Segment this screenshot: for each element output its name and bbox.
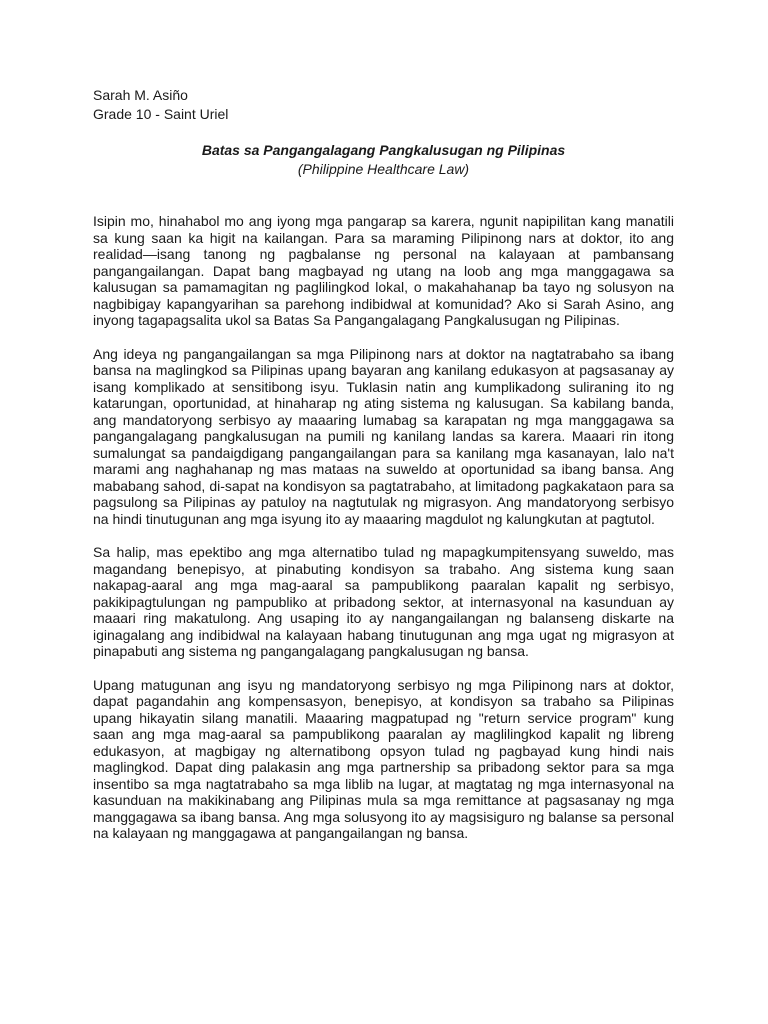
paragraph-1: Isipin mo, hinahabol mo ang iyong mga pangarap sa karera, ngunit napipilitan kang manatili sa kung saan ka higit na kailangan. Para sa maraming Pilipinong nars at doktor, ito ang realidad—isang tanong ng pagbalanse ng personal na kalayaan at pambansang pangangailangan. Dapat bang magbayad ng utang na loob ang mga manggagawa sa kalusugan sa pamamagitan ng paglilingkod lokal, o makahahanap ba tayo ng solusyon na nagbibigay kapangyarihan sa parehong indibidwal at komunidad? Ako si Sarah Asino, ang inyong tagapagsalita ukol sa Batas Sa Pangangalagang Pangkalusugan ng Pilipinas. <box>93 213 674 328</box>
body-text <box>93 213 674 842</box>
document-page <box>93 86 674 859</box>
title-block <box>93 141 674 179</box>
paragraph-3: Sa halip, mas epektibo ang mga alternatibo tulad ng mapagkumpitensyang suweldo, mas magandang benepisyo, at pinabuting kondisyon sa trabaho. Ang sistema kung saan nakapag-aaral ang mga mag-aaral sa pampublikong paaralan kapalit ng serbisyo, pakikipagtulungan ng pampubliko at pribadong sektor, at internasyonal na kasunduan ay maaari ring makatulong. Ang usaping ito ay nangangailangan ng balanseng diskarte na iginagalang ang indibidwal na kalayaan habang tinutugunan ang mga ugat ng migrasyon at pinapabuti ang sistema ng pangangalagang pangkalusugan ng bansa. <box>93 544 674 659</box>
grade-section: Grade 10 - Saint Uriel <box>93 106 229 122</box>
paragraph-4: Upang matugunan ang isyu ng mandatoryong serbisyo ng mga Pilipinong nars at doktor, dapat pagandahin ang kompensasyon, benepisyo, at kondisyon sa trabaho sa Pilipinas upang hikayatin silang manatili. Maaaring magpatupad ng "return service program" kung saan ang mga mag-aaral sa pampublikong paaralan ay maglilingkod kapalit ng libreng edukasyon, at magbigay ng alternatibong opsyon tulad ng pagbayad kung hindi nais maglingkod. Dapat ding palakasin ang mga partnership sa pribadong sektor para sa mga insentibo sa mga nagtatrabaho sa mga liblib na lugar, at magtatag ng mga internasyonal na kasunduan na makikinabang ang Pilipinas mula sa mga remittance at pagsasanay ng mga manggagawa sa ibang bansa. Ang mga solusyong ito ay magsisiguro ng balanse sa personal na kalayaan ng manggagawa at pangangailangan ng bansa. <box>93 676 674 841</box>
author-name: Sarah M. Asiño <box>93 87 188 103</box>
paragraph-2: Ang ideya ng pangangailangan sa mga Pilipinong nars at doktor na nagtatrabaho sa ibang bansa na maglingkod sa Pilipinas upang bayaran ang kanilang edukasyon at pagsasanay ay isang komplikado at sensitibong isyu. Tuklasin natin ang kumplikadong suliraning ito ng katarungan, oportunidad, at hinaharap ng ating sistema ng kalusugan. Sa kabilang banda, ang mandatoryong serbisyo ay maaaring lumabag sa karapatan ng mga manggagawa sa pangangalagang pangkalusugan na pumili ng kanilang landas sa karera. Maaari rin itong sumalungat sa pandaigdigang pangangailangan para sa kanilang mga kasanayan, lalo na't marami ang naghahanap ng mas mataas na suweldo at oportunidad sa ibang bansa. Ang mababang sahod, di-sapat na kondisyon sa pagtatrabaho, at limitadong pagkakataon para sa pagsulong sa Pilipinas ay patuloy na nagtutulak ng migrasyon. Ang mandatoryong serbisyo na hindi tinutugunan ang mga isyung ito ay maaaring magdulot ng kalungkutan at pagtutol. <box>93 345 674 527</box>
document-title: Batas sa Pangangalagang Pangkalusugan ng Pilipinas <box>201 142 566 158</box>
document-subtitle: (Philippine Healthcare Law) <box>297 161 470 177</box>
